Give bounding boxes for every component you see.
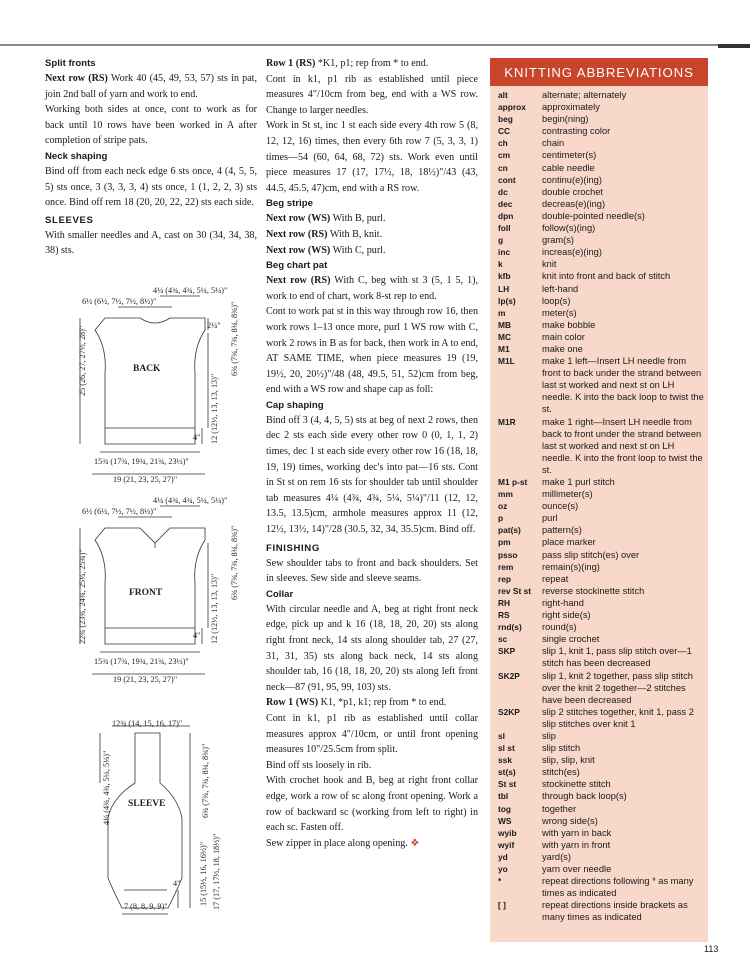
abbreviation-term: rep [498, 573, 512, 584]
abbreviation-row [498, 222, 704, 234]
abbreviation-term: SK2P [498, 670, 520, 681]
back-label: BACK [133, 364, 161, 374]
abbreviation-definition: repeat directions inside brackets as many times as indicated [542, 900, 688, 923]
abbreviation-term: dc [498, 186, 508, 197]
front-outline [95, 528, 205, 644]
abbreviation-definition: wrong side(s) [542, 815, 598, 826]
svg-text:6½ (6½, 7½, 7½, 8½)": 6½ (6½, 7½, 7½, 8½)" [82, 297, 157, 306]
abbreviation-row [498, 754, 704, 766]
abbreviation-definition: knit [542, 259, 557, 270]
abbreviation-term: g [498, 235, 504, 246]
abbreviation-term: MB [498, 319, 512, 330]
instructions-column-1 [45, 56, 257, 259]
svg-text:17 (17, 17½, 18, 18½)": 17 (17, 17½, 18, 18½)" [212, 833, 221, 910]
abbreviation-term: wyif [498, 839, 515, 850]
svg-text:12¾ (14, 15, 16, 17)": 12¾ (14, 15, 16, 17)" [112, 719, 183, 728]
abbreviation-definition: left-hand [542, 283, 579, 294]
abbreviation-row [498, 778, 704, 790]
svg-text:22¾ (23¾, 24¾, 25¼, 25¾)": 22¾ (23¾, 24¾, 25¼, 25¾)" [78, 549, 87, 644]
abbreviation-term: ch [498, 138, 508, 149]
abbreviation-term: lp(s) [498, 295, 516, 306]
abbreviation-definition: slip stitch [542, 743, 581, 754]
abbreviation-definition: alternate; alternately [542, 90, 627, 100]
abbreviation-definition: slip 1, knit 1, pass slip stitch over—1 stitch has been decreased [542, 646, 692, 669]
abbreviation-term: LH [498, 283, 510, 294]
abbreviation-term: dpn [498, 210, 514, 221]
abbreviation-definition: cable needle [542, 162, 595, 173]
abbreviation-definition: chain [542, 138, 565, 149]
abbreviation-definition: approximately [542, 102, 600, 113]
abbreviation-term: kfb [498, 271, 511, 282]
abbreviation-row [498, 706, 704, 730]
abbreviation-term: M1L [498, 356, 515, 367]
abbreviation-row [498, 573, 704, 585]
abbreviation-row [498, 536, 704, 548]
svg-text:6½ (6½, 7½, 7½, 8½)": 6½ (6½, 7½, 7½, 8½)" [82, 507, 157, 516]
abbreviation-row [498, 295, 704, 307]
abbreviation-row [498, 198, 704, 210]
abbreviation-term: cm [498, 150, 511, 161]
svg-text:6¾ (7¾, 7¾, 8¾, 8¾)": 6¾ (7¾, 7¾, 8¾, 8¾)" [230, 525, 239, 600]
abbreviation-row [498, 174, 704, 186]
abbreviation-definition: slip 2 stitches together, knit 1, pass 2 slip stitches over knit 1 [542, 706, 694, 729]
abbreviation-definition: slip, slip, knit [542, 755, 595, 766]
abbreviation-term: approx [498, 102, 526, 113]
abbreviation-definition: centimeter(s) [542, 150, 597, 161]
svg-text:15 (15½, 16, 16½)": 15 (15½, 16, 16½)" [199, 841, 208, 906]
abbreviations-title: KNITTING ABBREVIATIONS [490, 58, 708, 86]
abbreviation-definition: purl [542, 513, 558, 524]
abbreviation-definition: gram(s) [542, 235, 575, 246]
abbreviation-row [498, 355, 704, 415]
abbreviation-definition: reverse stockinette stitch [542, 585, 645, 596]
abbreviation-definition: knit into front and back of stitch [542, 271, 671, 282]
abbreviation-row [498, 416, 704, 476]
abbreviation-term: MC [498, 331, 512, 342]
end-mark: ❖ [410, 837, 420, 849]
neck-shaping-paragraph: Bind off from each neck edge 6 sts once, 4 (4, 5, 5, 5) sts once, 3 (3, 3, 3, 4) sts once, 1 (1, 2, 2, 3) sts once. Bind off rem 18 (20, 20, 22, 22) sts each side. [45, 165, 257, 209]
svg-text:12 (12½, 13, 13, 13)": 12 (12½, 13, 13, 13)" [210, 573, 219, 644]
abbreviation-definition: slip [542, 730, 556, 741]
row1-paragraph: Row 1 (RS) *K1, p1; rep from * to end. [266, 58, 429, 69]
top-rule [0, 44, 735, 46]
svg-text:4": 4" [193, 433, 201, 442]
abbreviation-term: beg [498, 114, 513, 125]
svg-text:6¾ (7¾, 7¾, 8¾, 8¾)": 6¾ (7¾, 7¾, 8¾, 8¾)" [201, 743, 210, 818]
svg-text:7 (8, 8, 9, 9)": 7 (8, 8, 9, 9)" [124, 902, 168, 911]
abbreviation-definition: together [542, 803, 577, 814]
abbreviation-term: pm [498, 537, 511, 548]
neck-shaping-heading: Neck shaping [45, 150, 108, 162]
svg-text:19 (21, 23, 25, 27)": 19 (21, 23, 25, 27)" [113, 675, 178, 684]
abbreviation-row [498, 113, 704, 125]
abbreviation-term: ssk [498, 755, 512, 766]
abbreviation-term: rem [498, 561, 514, 572]
schematic-diagrams [40, 278, 260, 918]
front-label: FRONT [129, 588, 163, 598]
sleeves-paragraph: With smaller needles and A, cast on 30 (34, 34, 38, 38) sts. [45, 229, 257, 257]
abbreviation-term: wyib [498, 827, 517, 838]
svg-text:4¼ (4¾, 4¾, 5¼, 5¼)": 4¼ (4¾, 4¾, 5¼, 5¼)" [153, 496, 228, 505]
svg-text:19 (21, 23, 25, 27)": 19 (21, 23, 25, 27)" [113, 475, 178, 484]
abbreviation-row [498, 549, 704, 561]
abbreviation-definition: make one [542, 343, 583, 354]
abbreviation-definition: make bobble [542, 319, 596, 330]
abbreviation-row [498, 597, 704, 609]
abbreviation-definition: with yarn in front [542, 839, 611, 850]
abbreviation-row [498, 500, 704, 512]
abbreviation-row [498, 815, 704, 827]
abbreviation-definition: ounce(s) [542, 501, 579, 512]
abbreviation-term: tbl [498, 791, 509, 802]
abbreviation-definition: yard(s) [542, 851, 571, 862]
abbreviation-definition: make 1 left—Insert LH needle from front to back under the strand between last st worked and next st on LH needle. K into the back loop to twist the st. [542, 356, 704, 415]
abbreviation-row [498, 137, 704, 149]
abbreviation-term: St st [498, 779, 517, 790]
abbreviation-row [498, 258, 704, 270]
abbreviation-definition: stitch(es) [542, 767, 580, 778]
abbreviation-definition: millimeter(s) [542, 489, 593, 500]
abbreviation-term: sl [498, 730, 505, 741]
abbreviation-definition: repeat [542, 573, 569, 584]
abbreviations-list [498, 89, 704, 923]
abbreviation-definition: stockinette stitch [542, 779, 611, 790]
abbreviation-term: psso [498, 549, 518, 560]
abbreviation-row [498, 863, 704, 875]
abbreviation-definition: through back loop(s) [542, 791, 627, 802]
abbreviation-row [498, 827, 704, 839]
abbreviation-definition: continu(e)(ing) [542, 174, 602, 185]
collar-heading: Collar [266, 588, 294, 600]
abbreviation-term: st(s) [498, 767, 516, 778]
abbreviation-row [498, 899, 704, 923]
abbreviation-row [498, 125, 704, 137]
abbreviation-row [498, 476, 704, 488]
split-fronts-paragraph-2: Working both sides at once, cont to work as for back until 10 rows have been worked in A after completion of stripe pats. [45, 104, 257, 147]
abbreviation-definition: follow(s)(ing) [542, 223, 596, 234]
abbreviation-term: k [498, 259, 503, 270]
abbreviation-definition: double-pointed needle(s) [542, 210, 645, 221]
abbreviation-row [498, 512, 704, 524]
abbreviation-row [498, 234, 704, 246]
sleeve-outline [108, 733, 182, 908]
sleeve-label: SLEEVE [128, 799, 166, 809]
abbreviation-definition: yarn over needle [542, 864, 612, 874]
abbreviation-term: cont [498, 174, 516, 185]
abbreviation-term: S2KP [498, 706, 520, 717]
abbreviation-row [498, 270, 704, 282]
abbreviation-term: CC [498, 126, 511, 137]
svg-text:6¾ (7¾, 7¾, 8¾, 8¾)": 6¾ (7¾, 7¾, 8¾, 8¾)" [230, 301, 239, 376]
chart-pat-heading: Beg chart pat [266, 260, 328, 272]
abbreviation-row [498, 186, 704, 198]
abbreviation-row [498, 621, 704, 633]
abbreviation-row [498, 488, 704, 500]
abbreviation-definition: begin(ning) [542, 114, 589, 125]
svg-text:4¼ (4¾, 4¾, 5¼, 5¼)": 4¼ (4¾, 4¾, 5¼, 5¼)" [102, 750, 111, 825]
back-outline [95, 318, 205, 444]
abbreviation-definition: increas(e)(ing) [542, 247, 602, 258]
abbreviation-term: M1 [498, 343, 510, 354]
abbreviation-term: inc [498, 247, 511, 258]
top-rule-accent [718, 44, 750, 48]
abbreviation-definition: contrasting color [542, 126, 611, 137]
abbreviation-row [498, 766, 704, 778]
abbreviation-term: p [498, 513, 504, 524]
abbreviation-row [498, 524, 704, 536]
abbreviation-row [498, 851, 704, 863]
abbreviation-term: M1 p-st [498, 477, 528, 487]
abbreviation-term: mm [498, 489, 513, 500]
abbreviation-row [498, 210, 704, 222]
finishing-heading: FINISHING [266, 542, 320, 554]
abbreviation-definition: slip 1, knit 2 together, pass slip stitch over the knit 2 together—2 stitches have been decreased [542, 670, 693, 705]
cap-shaping-heading: Cap shaping [266, 399, 324, 411]
abbreviation-row [498, 89, 704, 101]
abbreviation-definition: make 1 purl stitch [542, 477, 615, 487]
abbreviation-term: m [498, 307, 506, 318]
abbreviation-term: RH [498, 597, 511, 608]
split-fronts-heading: Split fronts [45, 58, 96, 69]
abbreviation-term: sl st [498, 743, 515, 754]
schematic-svg [40, 278, 260, 918]
svg-text:12 (12½, 13, 13, 13)": 12 (12½, 13, 13, 13)" [210, 373, 219, 444]
abbreviation-term: [ ] [498, 900, 506, 911]
abbreviation-definition: make 1 right—Insert LH needle from back to front under the strand between last st worked and next st on LH needle. K into the front loop to twist the st. [542, 416, 703, 475]
abbreviation-row [498, 101, 704, 113]
abbreviation-definition: round(s) [542, 622, 577, 633]
page-number: 113 [704, 944, 719, 954]
abbreviation-row [498, 645, 704, 669]
svg-text:2¼": 2¼" [207, 321, 221, 330]
abbreviation-row [498, 875, 704, 899]
abbreviation-definition: right side(s) [542, 610, 591, 621]
abbreviation-definition: remain(s)(ing) [542, 561, 600, 572]
abbreviation-row [498, 319, 704, 331]
abbreviation-row [498, 246, 704, 258]
abbreviation-definition: pattern(s) [542, 525, 582, 536]
abbreviation-term: cn [498, 162, 508, 173]
abbreviation-row [498, 839, 704, 851]
abbreviation-definition: double crochet [542, 186, 603, 197]
abbreviation-row [498, 307, 704, 319]
abbreviation-row [498, 609, 704, 621]
abbreviation-row [498, 742, 704, 754]
abbreviation-row [498, 670, 704, 706]
abbreviation-definition: right-hand [542, 597, 584, 608]
abbreviation-definition: with yarn in back [542, 827, 612, 838]
abbreviation-term: WS [498, 815, 512, 826]
abbreviation-term: yo [498, 864, 508, 874]
sleeves-heading: SLEEVES [45, 214, 94, 226]
abbreviation-definition: single crochet [542, 634, 600, 645]
svg-text:4": 4" [193, 631, 201, 640]
abbreviation-term: foll [498, 223, 511, 234]
abbreviation-row [498, 790, 704, 802]
abbreviation-term: rev St st [498, 585, 532, 596]
abbreviation-term: oz [498, 501, 508, 512]
abbreviation-term: SKP [498, 646, 516, 657]
svg-text:15¾ (17¾, 19¾, 21¾, 23½)": 15¾ (17¾, 19¾, 21¾, 23½)" [94, 457, 189, 466]
abbreviation-term: pat(s) [498, 525, 521, 536]
split-fronts-paragraph: Next row (RS) Work 40 (45, 49, 53, 57) sts in pat, join 2nd ball of yarn and work to end. [45, 73, 257, 100]
abbreviation-row [498, 149, 704, 161]
abbreviation-definition: place marker [542, 537, 596, 548]
abbreviation-definition: main color [542, 331, 585, 342]
beg-stripe-heading: Beg stripe [266, 198, 313, 210]
abbreviation-row [498, 585, 704, 597]
abbreviation-term: rnd(s) [498, 622, 522, 633]
svg-text:4": 4" [173, 879, 181, 888]
abbreviation-term: * [498, 876, 502, 887]
abbreviation-row [498, 343, 704, 355]
abbreviation-term: dec [498, 198, 513, 209]
instructions-column-2: Row 1 (RS) *K1, p1; rep from * to end. Cont in k1, p1 rib as established until piece measures 4"/10cm from beg, end with a WS row. Change to larger needles. Work in St st, inc 1 st each side every 4th row 5 (8, 12, 12, 16) times, then every 6th row 7 (5, 3, 3, 1) times—54 (60, 64, 68, 72) sts. Work even until piece measures 17 (17, 17½, 18, 18½)"/43 (43, 44.5, 45.5, 47)cm, end with a RS row. Beg stripe Next row (WS) With B, purl. Next row (RS) With B, knit. Next row (WS) With C, purl. Beg chart pat Next row (RS) With C, beg with st 3 (5, 1 5, 1), work to end of chart, work 8-st rep to end. Cont to work pat st in this way through row 16, then work rows 1–13 once more, purl 1 WS row with C, work 2 rows in B as for back, then work in A to end, AT SAME TIME, when piece measures 19 (19, 19½, 20, 20½)"/48 (48, 49.5, 51, 52)cm from beg, end with a WS row and shape cap as foll: Cap shaping Bind off 3 (4, 4, 5, 5) sts at beg of next 2 rows, then dec 2 sts each side every other row 0 (0, 1, 1, 2) times, dec 1 st each side every other row 16 (18, 18, 19, 19) times, working dec's into pat—16 sts. Cont in St st on rem 16 sts for shoulder tab until shoulder tab measures 4¼ (4¾, 4¾, 5¼, 5¼)"/11 (12, 12, 13.5, 13.5)cm, armhole measures approx 11 (12, 12½, 13½, 14)"/28 (30.5, 32, 34, 35.5)cm. Bind off. FINISHING Sew shoulder tabs to front and back shoulders. Set in sleeves. Sew side and sleeve seams. Collar With circular needle and A, beg at right front neck edge, pick up and k 16 (18, 18, 20, 20) sts along right front neck, 14 sts along shoulder tab, 27 (27, 31, 31, 35) sts along back neck, 14 sts along shoulder tab, 16 (18, 18, 20, 20) sts along left front neck—87 (91, 95, 99, 103) sts. Row 1 (WS) K1, *p1, k1; rep from * to end. Cont in k1, p1 rib as established until collar measures approx 4"/10cm, or until front opening measures 10"/25.5cm from split. Bind off sts loosely in rib. With crochet hook and B, beg at right front collar edge, work a row of sc along front opening. Work a row of backward sc (working from left to right) in each sc. Fasten off. Sew zipper in place along opening. ❖ [266, 58, 479, 849]
abbreviation-definition: decreas(e)(ing) [542, 198, 606, 209]
abbreviation-row [498, 730, 704, 742]
abbreviation-term: sc [498, 634, 508, 645]
abbreviation-row [498, 803, 704, 815]
abbreviation-definition: repeat directions following * as many times as indicated [542, 876, 694, 899]
abbreviation-term: yd [498, 851, 508, 862]
abbreviation-definition: meter(s) [542, 307, 577, 318]
svg-text:4¼ (4¾, 4¾, 5¼, 5¼)": 4¼ (4¾, 4¾, 5¼, 5¼)" [153, 286, 228, 295]
abbreviation-definition: pass slip stitch(es) over [542, 549, 640, 560]
abbreviation-term: tog [498, 803, 512, 814]
abbreviation-term: M1R [498, 416, 516, 427]
abbreviation-row [498, 331, 704, 343]
svg-text:25 (26, 27, 27½, 28)": 25 (26, 27, 27½, 28)" [78, 325, 87, 396]
abbreviation-definition: loop(s) [542, 295, 571, 306]
abbreviation-row [498, 633, 704, 645]
abbreviation-row [498, 283, 704, 295]
abbreviation-row [498, 561, 704, 573]
abbreviation-term: RS [498, 610, 510, 621]
abbreviation-term: alt [498, 90, 508, 100]
abbreviation-row [498, 162, 704, 174]
svg-text:15¾ (17¾, 19¾, 21¾, 23½)": 15¾ (17¾, 19¾, 21¾, 23½)" [94, 657, 189, 666]
